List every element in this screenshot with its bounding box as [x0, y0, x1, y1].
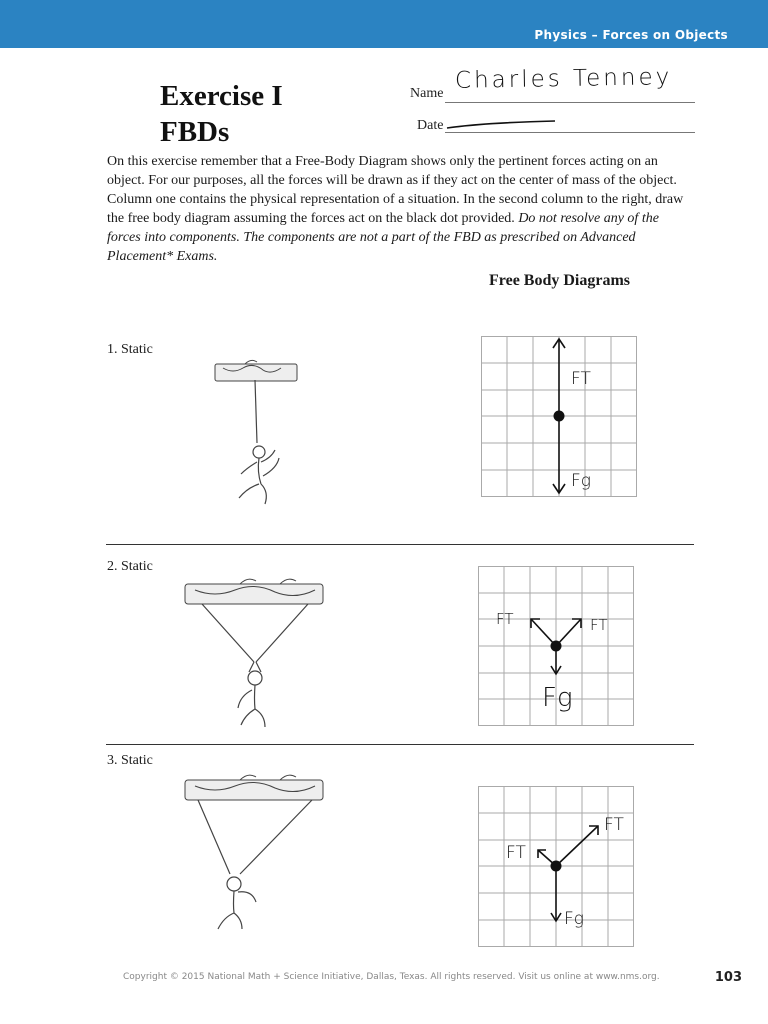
fbd-column-heading: Free Body Diagrams	[489, 272, 631, 289]
force-label-ft-left: FT	[506, 843, 526, 863]
problem-3-illustration	[180, 774, 330, 934]
intro-italic-note: Do not resolve any of the forces into components. The components are not a part of the FBD as prescribed on Advanced Placement* Exams.	[107, 211, 659, 264]
tension-arrow-right	[556, 619, 581, 646]
page-number: 103	[714, 970, 742, 985]
header-title: Physics – Forces on Objects	[534, 28, 728, 42]
center-of-mass-dot	[551, 641, 562, 652]
problem-1-fbd-grid	[481, 336, 637, 497]
exercise-title: Exercise I	[160, 80, 283, 112]
section-divider	[106, 544, 694, 545]
intro-paragraph	[107, 152, 687, 266]
copyright-footer: Copyright © 2015 National Math + Science Initiative, Dallas, Texas. All rights reserved. Visit us online at www.nms.org.	[123, 972, 660, 982]
branch-icon	[215, 360, 297, 381]
center-of-mass-dot	[554, 411, 565, 422]
problem-3-label: 3. Static	[107, 753, 153, 768]
tension-arrow-right	[556, 826, 598, 866]
exercise-subtitle: FBDs	[160, 116, 230, 148]
monkey-icon	[238, 662, 265, 727]
force-label-ft: FT	[571, 369, 591, 389]
force-label-fg: Fg	[542, 683, 573, 713]
force-label-ft-right: FT	[604, 815, 624, 835]
branch-icon	[185, 579, 323, 604]
problem-2-illustration	[180, 578, 330, 738]
force-label-fg: Fg	[564, 909, 584, 929]
problem-2-fbd-grid	[478, 566, 634, 726]
date-scribble[interactable]	[445, 118, 565, 134]
date-label: Date	[417, 118, 444, 133]
branch-icon	[185, 775, 323, 800]
problem-1-illustration	[205, 358, 305, 513]
name-underline	[445, 102, 695, 103]
name-label: Name	[410, 86, 444, 101]
intro-text: On this exercise remember that a Free-Body Diagram shows only the pertinent forces acting on an object. For our purposes, all the forces will be drawn as if they act on the center of mass of the object. Column one contains the physical representation of a situation. In the second column to the right, draw the free body diagram assuming the forces act on the black dot provided.	[107, 154, 684, 226]
tension-arrow-left	[531, 619, 556, 646]
name-handwritten-value[interactable]: Charles Tenney	[454, 64, 673, 94]
monkey-icon	[239, 446, 279, 504]
section-divider	[106, 744, 694, 745]
force-label-fg: Fg	[571, 471, 591, 491]
center-of-mass-dot	[551, 861, 562, 872]
force-label-ft-right: FT	[590, 616, 608, 634]
problem-3-fbd-grid	[478, 786, 634, 947]
problem-2-label: 2. Static	[107, 559, 153, 574]
monkey-icon	[218, 877, 256, 929]
problem-1-label: 1. Static	[107, 342, 153, 357]
force-label-ft-left: FT	[496, 610, 514, 628]
